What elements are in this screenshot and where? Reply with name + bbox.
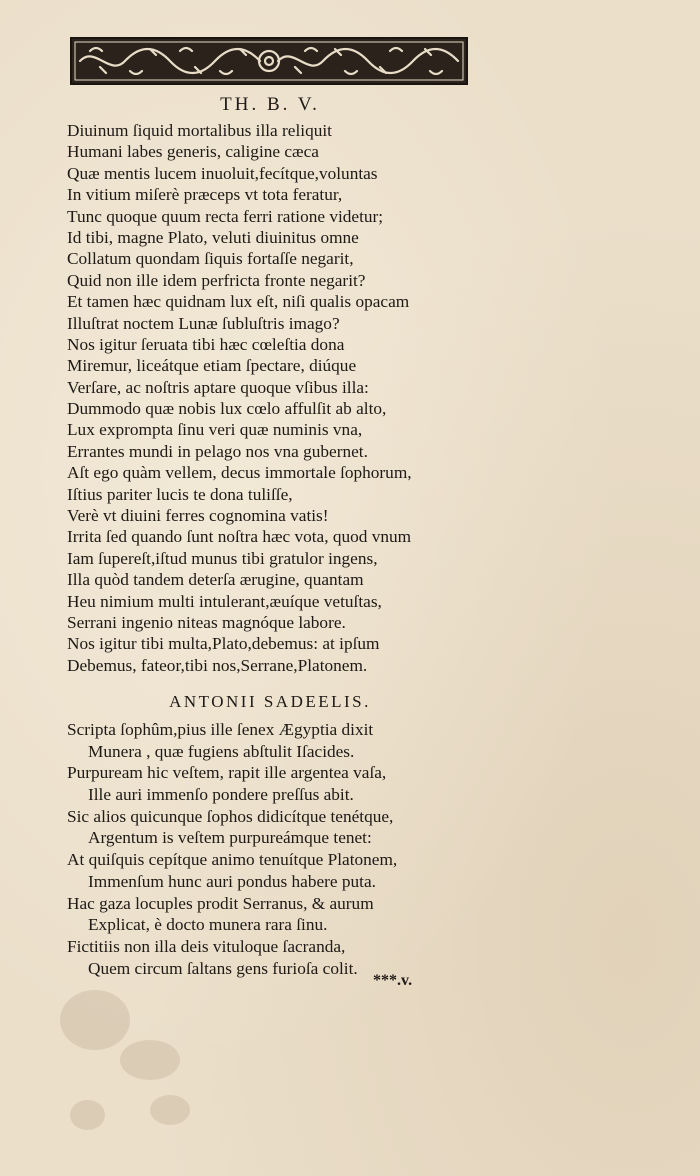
poem-line: Et tamen hæc quidnam lux eſt, niſi qualis opacam: [67, 292, 410, 312]
poem-line: Serrani ingenio niteas magnóque labore.: [67, 612, 346, 632]
poem-line: Nos igitur tibi multa,Plato,debemus: at ipſum: [67, 634, 380, 654]
poem-line: Irrita ſed quando ſunt noſtra hæc vota, quod vnum: [67, 527, 412, 547]
water-stain: [70, 1100, 105, 1130]
epigram-line: Scripta ſophûm,pius ille ſenex Ægyptia dixit: [67, 720, 374, 739]
epigram-line: At quiſquis cepítque animo tenuítque Platonem,: [67, 850, 398, 870]
poem-line: Tunc quoque quum recta ferri ratione videtur;: [67, 206, 384, 226]
water-stain: [120, 1040, 180, 1080]
poem-line: In vitium miſerè præceps vt tota feratur,: [67, 185, 343, 205]
poem-line: Miremur, liceátque etiam ſpectare, diúque: [67, 356, 357, 376]
poem-line: Lux exprompta ſinu veri quæ numinis vna,: [67, 420, 363, 440]
epigram-poem: [67, 719, 397, 979]
poem-line: Iam ſupereſt,iſtud munus tibi gratulor ingens,: [67, 548, 378, 568]
water-stain: [60, 990, 130, 1050]
poem-line: Illa quòd tandem deterſa ærugine, quantam: [67, 570, 364, 590]
poem-line: Humani labes generis, caligine cæca: [67, 142, 319, 162]
epigram-line: Explicat, è docto munera rara ſinu.: [88, 915, 328, 935]
poem-line: Dummodo quæ nobis lux cœlo affulſit ab alto,: [67, 399, 387, 419]
epigram-line: Hac gaza locuples prodit Serranus, & aurum: [67, 893, 374, 913]
epigram-line: Ille auri immenſo pondere preſſus abit.: [88, 785, 354, 805]
catchword: ***.v.: [373, 972, 413, 989]
poem-line: Illuſtrat noctem Lunæ ſubluſtris imago?: [67, 313, 340, 333]
latin-poem: [67, 120, 412, 676]
epigram-line: Fictitiis non illa deis vituloque ſacranda,: [67, 936, 346, 956]
poem-line: Heu nimium multi intulerant,æuíque vetuſtas,: [67, 591, 382, 611]
woodcut-headpiece-ornament-icon: [70, 37, 468, 85]
poem-line: Collatum quondam ſiquis fortaſſe negarit,: [67, 249, 354, 269]
epigram-line: Immenſum hunc auri pondus habere puta.: [88, 871, 376, 891]
epigram-line: Munera , quæ fugiens abſtulit Iſacides.: [88, 741, 355, 761]
running-head: TH. B. V.: [220, 94, 320, 115]
poem-line: Errantes mundi in pelago nos vna gubernet.: [67, 441, 368, 461]
poem-line: Verè vt diuini ferres cognomina vatis!: [67, 506, 329, 526]
poem-line: Quæ mentis lucem inuoluit,fecítque,voluntas: [67, 163, 378, 183]
epigram-line: Argentum is veſtem purpureámque tenet:: [88, 828, 372, 848]
poem-line: Quid non ille idem perfricta fronte negarit?: [67, 270, 366, 290]
epigram-line: Purpuream hic veſtem, rapit ille argentea vaſa,: [67, 763, 387, 783]
poem-line: Iſtius pariter lucis te dona tuliſſe,: [67, 484, 293, 504]
epigram-line: Sic alios quicunque ſophos didicítque tenétque,: [67, 806, 394, 826]
poem-line: Debemus, fateor,tibi nos,Serrane,Platonem.: [67, 655, 368, 675]
epigram-line: Quem circum ſaltans gens furioſa colit.: [88, 958, 358, 978]
section-title: ANTONII SADEELIS.: [169, 692, 371, 711]
poem-line: Aſt ego quàm vellem, decus immortale ſophorum,: [67, 463, 412, 483]
poem-line: Diuinum ſiquid mortalibus illa reliquit: [67, 121, 332, 140]
poem-line: Verſare, ac noſtris aptare quoque vſibus illa:: [67, 377, 369, 397]
poem-line: Id tibi, magne Plato, veluti diuinitus omne: [67, 227, 359, 247]
water-stain: [150, 1095, 190, 1125]
poem-line: Nos igitur ſeruata tibi hæc cœleſtia dona: [67, 334, 345, 354]
